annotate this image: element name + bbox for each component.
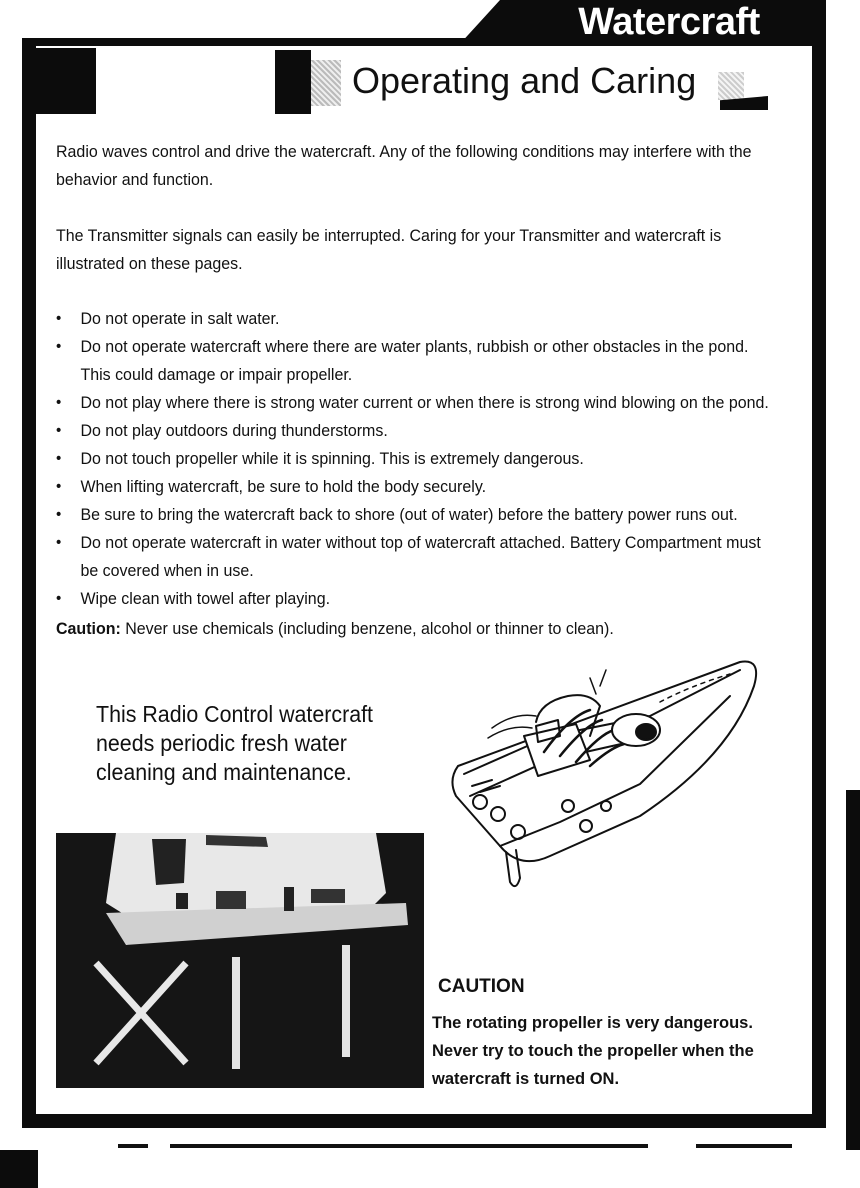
corner-block [36, 48, 96, 114]
caution-heading: CAUTION [438, 976, 525, 997]
list-item: • Do not operate watercraft in water without top of watercraft attached. Battery Compartment must be covered when in use. [56, 529, 770, 585]
list-item: • Wipe clean with towel after playing. [56, 585, 770, 613]
list-item: • Do not touch propeller while it is spinning. This is extremely dangerous. [56, 445, 770, 473]
caution-line [56, 615, 614, 643]
title-shading-right [718, 72, 744, 100]
footer-rule-segment [118, 1144, 148, 1148]
page-title: Operating and Caring [352, 60, 697, 101]
intro-paragraph-2: The Transmitter signals can easily be interrupted. Caring for your Transmitter and watercraft is illustrated on these pages. [56, 226, 722, 273]
frame-right-border [812, 0, 826, 1128]
scan-edge [846, 790, 860, 1150]
footer-rule-segment [170, 1144, 648, 1148]
maintenance-note: This Radio Control watercraft needs periodic fresh water cleaning and maintenance. [96, 701, 373, 785]
title-marker-bar [275, 50, 311, 114]
list-item: • Do not operate in salt water. [56, 305, 770, 333]
rules-list [56, 305, 770, 613]
propeller-photo-with-cross [56, 833, 424, 1088]
caution-label: Caution: [56, 619, 121, 638]
frame-bottom-border [22, 1114, 826, 1128]
caution-text: Never use chemicals (including benzene, alcohol or thinner to clean). [125, 619, 614, 638]
list-item: • Be sure to bring the watercraft back to shore (out of water) before the battery power runs out. [56, 501, 770, 529]
corner-mark [0, 1150, 38, 1188]
section-tab-label: Watercraft [578, 1, 760, 43]
caution-warning-text: The rotating propeller is very dangerous. Never try to touch the propeller when the watercraft is turned ON. [432, 1014, 754, 1088]
frame-left-border [22, 38, 36, 1128]
boat-cleaning-illustration [440, 656, 770, 896]
list-item: • Do not operate watercraft where there are water plants, rubbish or other obstacles in the pond. This could damage or impair propeller. [56, 333, 770, 389]
title-shading [311, 60, 341, 106]
list-item: • Do not play where there is strong water current or when there is strong wind blowing on the pond. [56, 389, 770, 417]
list-item: • Do not play outdoors during thunderstorms. [56, 417, 770, 445]
intro-paragraph-1: Radio waves control and drive the watercraft. Any of the following conditions may interfere with the behavior and function. [56, 142, 752, 189]
footer-rule-segment [696, 1144, 792, 1148]
list-item: • When lifting watercraft, be sure to hold the body securely. [56, 473, 770, 501]
